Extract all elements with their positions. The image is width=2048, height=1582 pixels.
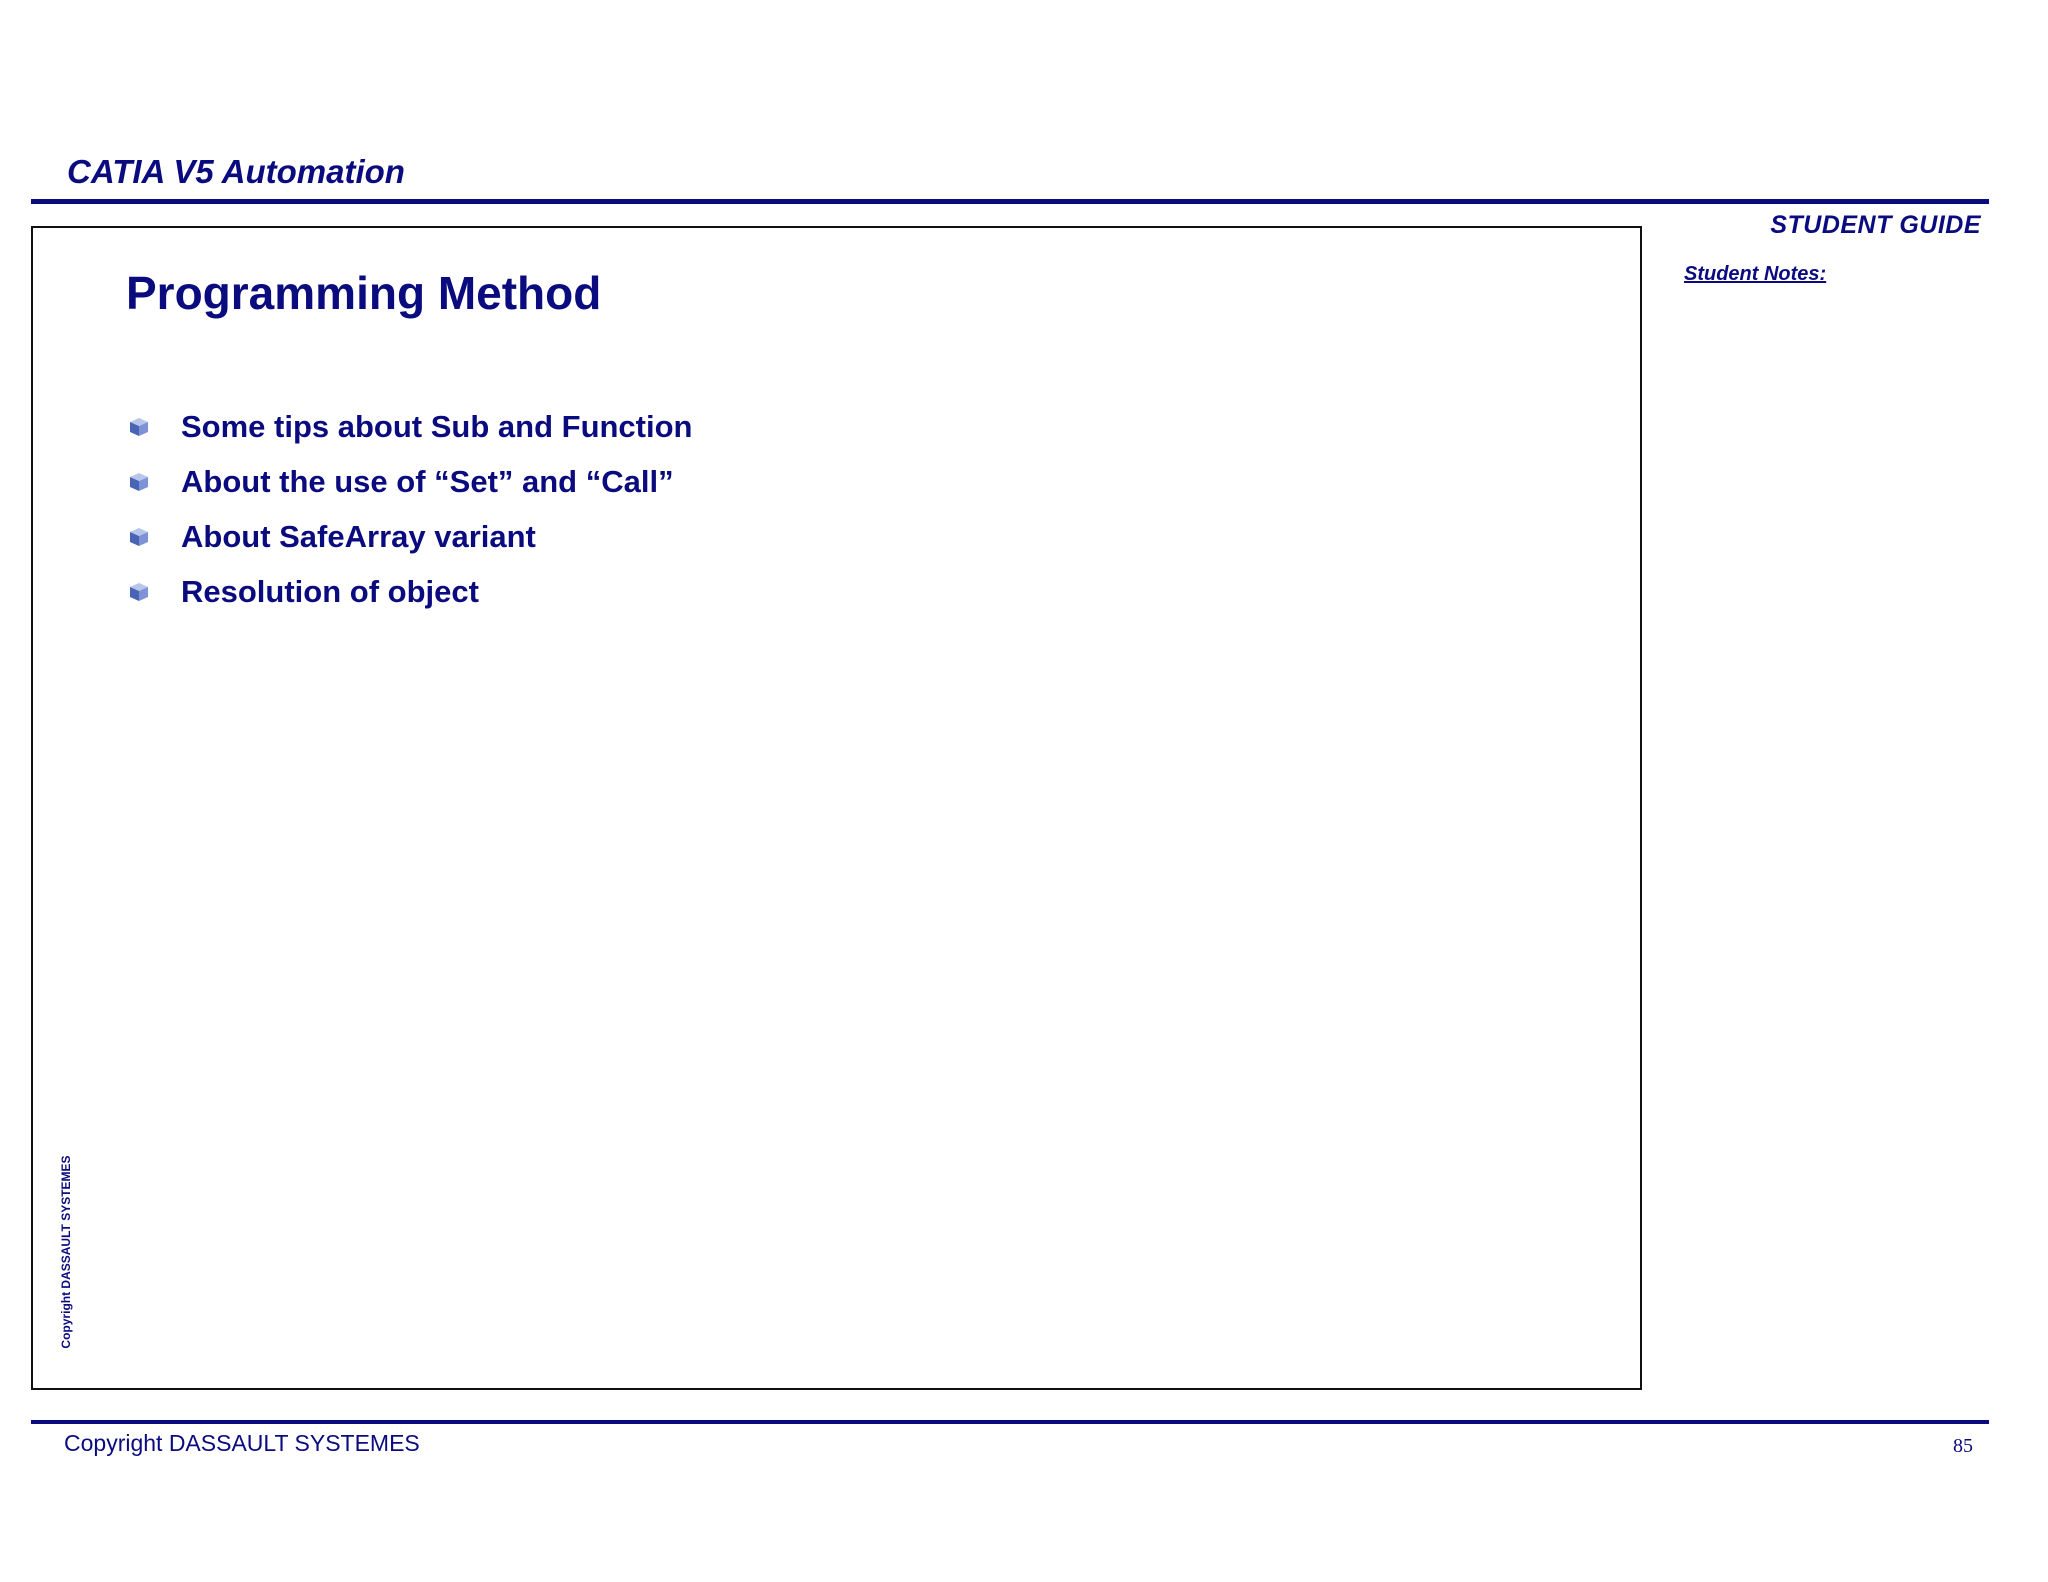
bullet-text: About the use of “Set” and “Call” (181, 464, 674, 499)
footer-copyright: Copyright DASSAULT SYSTEMES (64, 1430, 420, 1456)
bullet-text: About SafeArray variant (181, 519, 536, 554)
footer-divider (31, 1420, 1989, 1424)
cube-bullet-icon (128, 416, 150, 438)
page-number: 85 (1953, 1435, 1973, 1457)
bullet-item (128, 454, 693, 509)
bullet-item (128, 399, 693, 454)
bullet-list (128, 399, 693, 619)
cube-bullet-icon (128, 526, 150, 548)
bullet-text: Some tips about Sub and Function (181, 409, 693, 444)
student-notes-label: Student Notes: (1684, 263, 1827, 285)
bullet-text: Resolution of object (181, 574, 479, 609)
bullet-item (128, 509, 693, 564)
side-copyright-text: Copyright DASSAULT SYSTEMES (59, 1155, 73, 1349)
slide-title: Programming Method (126, 267, 602, 319)
cube-bullet-icon (128, 581, 150, 603)
header-divider (31, 199, 1989, 204)
slide-frame (31, 226, 1642, 1390)
cube-bullet-icon (128, 471, 150, 493)
document-header-title: CATIA V5 Automation (67, 153, 405, 190)
student-guide-label: STUDENT GUIDE (1770, 211, 1981, 239)
bullet-item (128, 564, 693, 619)
